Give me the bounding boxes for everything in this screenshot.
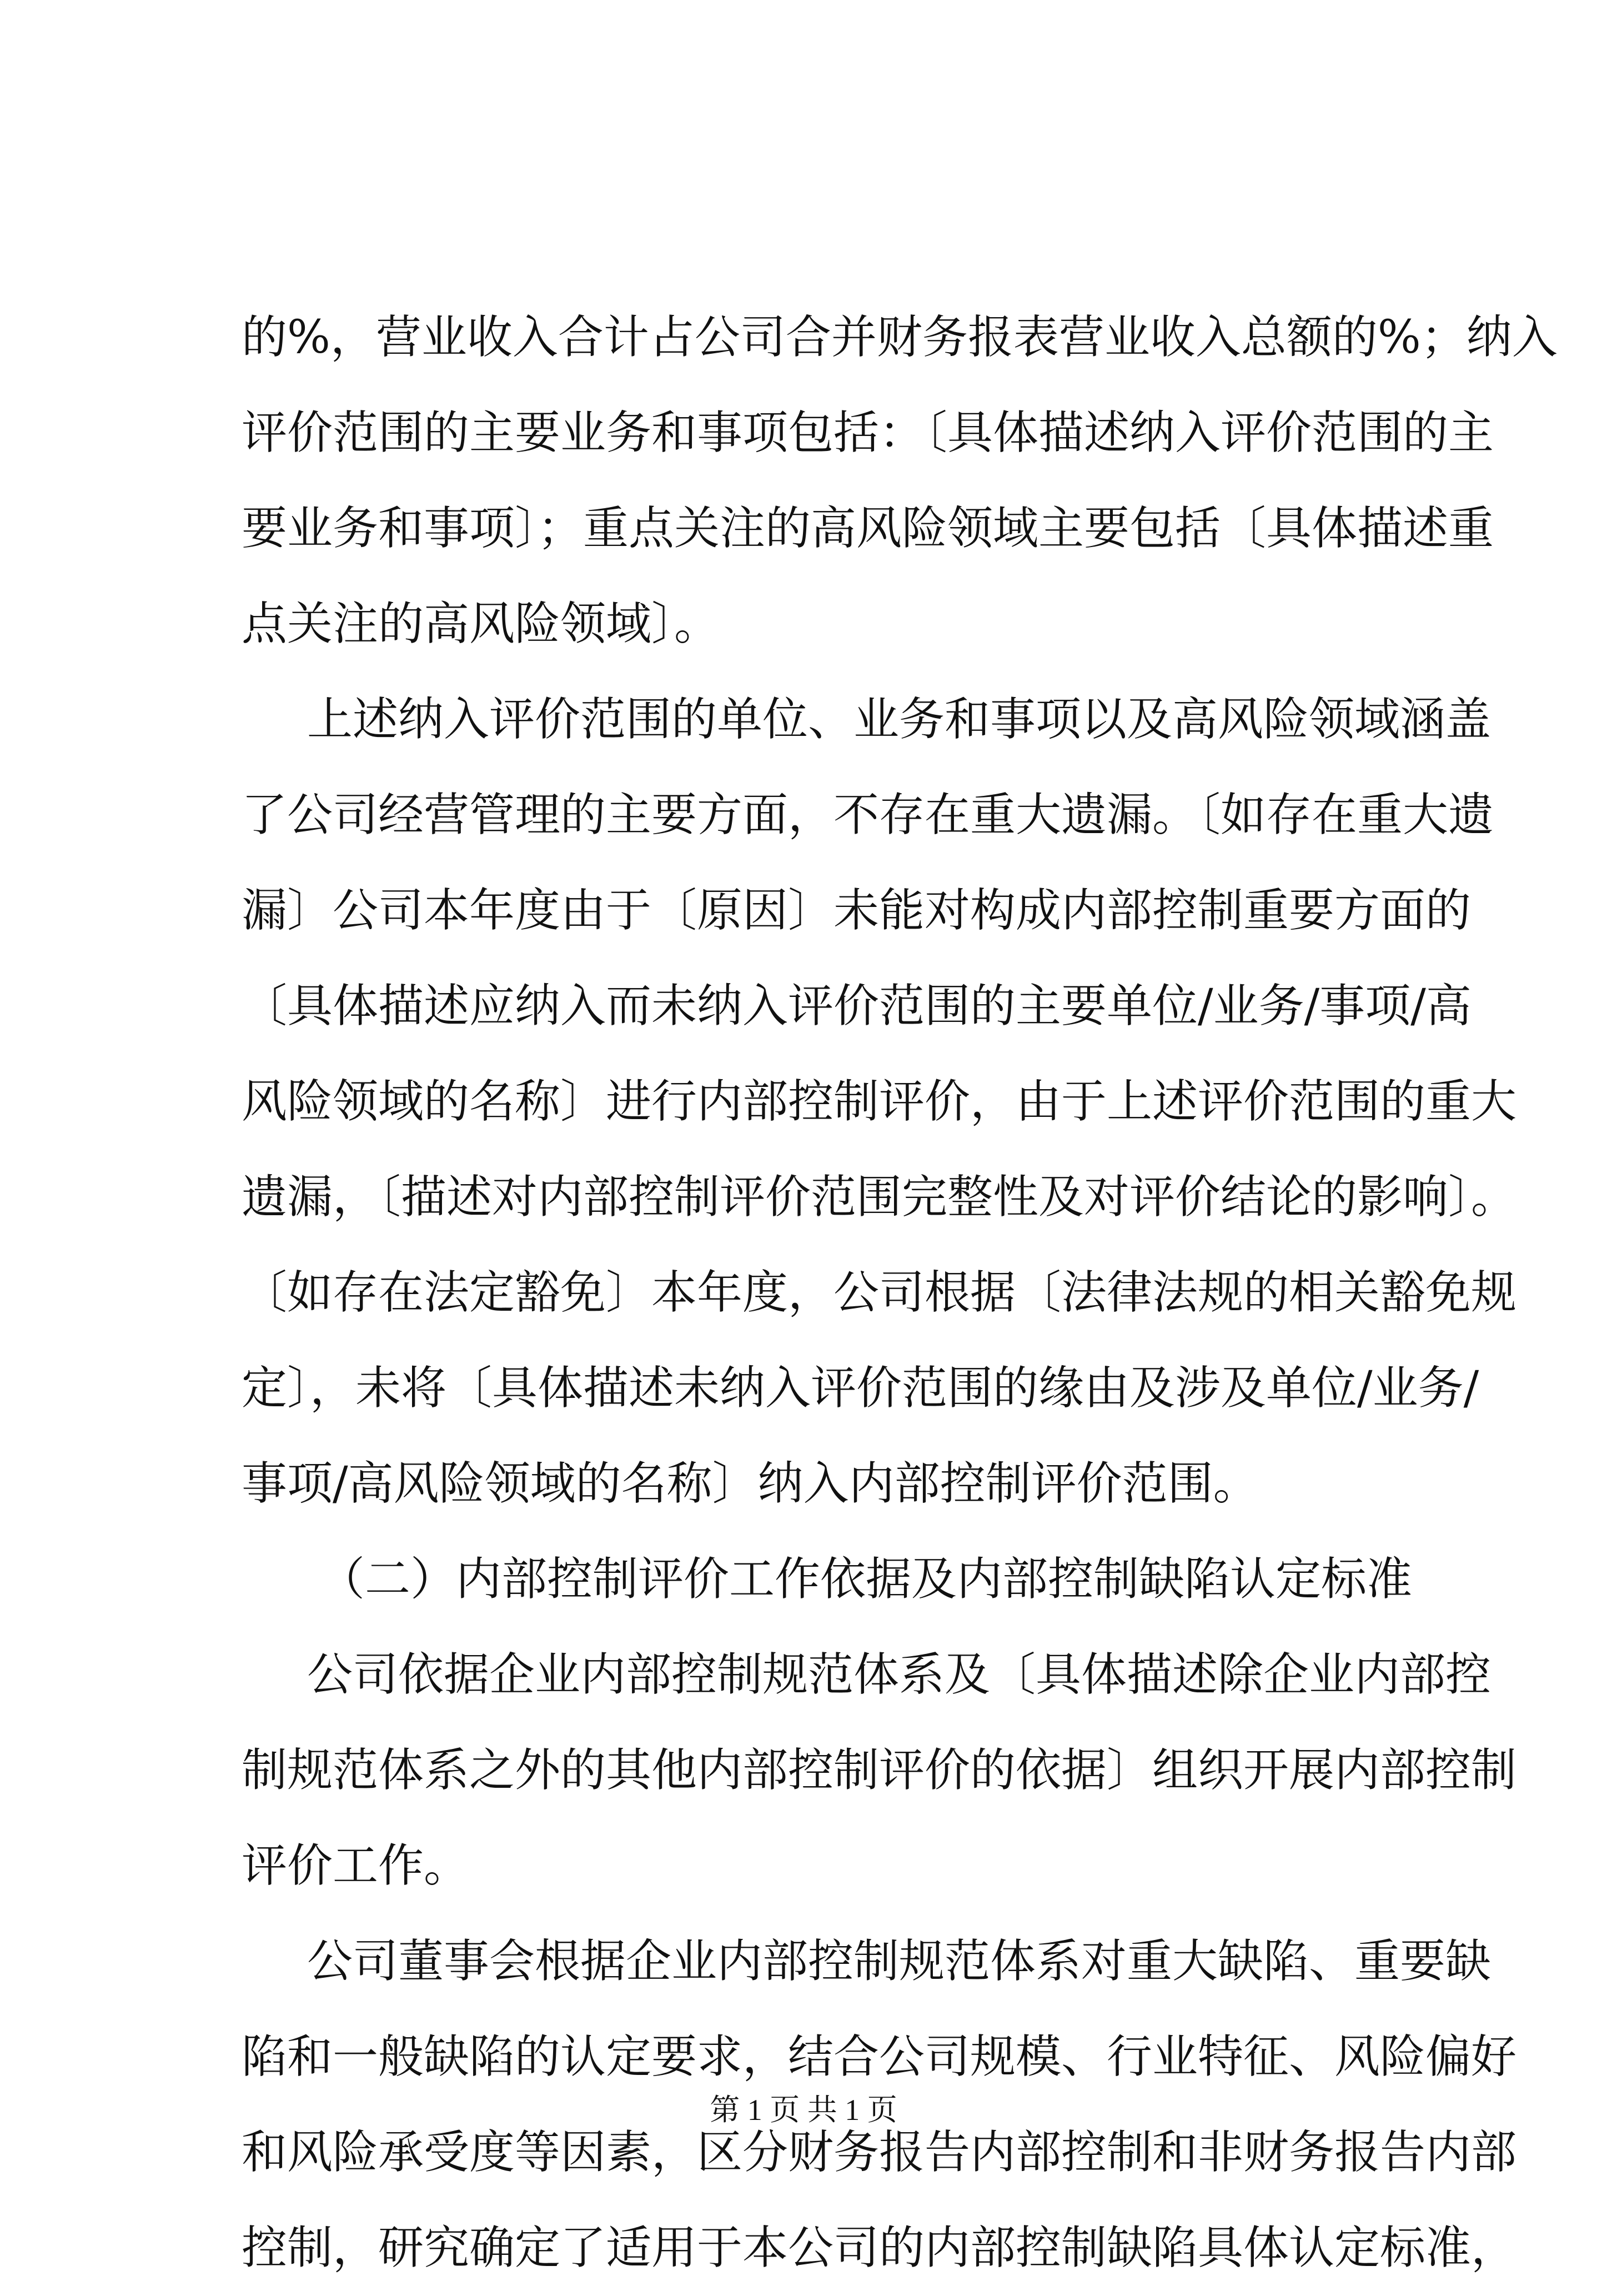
text-line: 风险领域的名称〕进行内部控制评价，由于上述评价范围的重大 (242, 1075, 1517, 1128)
text-line: 点关注的高风险领域〕。 (242, 598, 720, 650)
text-line: 评价范围的主要业务和事项包括：〔具体描述纳入评价范围的主 (242, 407, 1494, 459)
text-line: 控制，研究确定了适用于本公司的内部控制缺陷具体认定标准， (242, 2222, 1517, 2274)
text-line: 要业务和事项〕；重点关注的高风险领域主要包括〔具体描述重 (242, 502, 1494, 555)
page-footer: 第 1 页 共 1 页 (710, 2093, 897, 2127)
text-line: 制规范体系之外的其他内部控制评价的依据〕组织开展内部控制 (242, 1744, 1517, 1797)
text-line: 评价工作。 (242, 1839, 470, 1892)
text-line: 上述纳入评价范围的单位、业务和事项以及高风险领域涵盖 (307, 693, 1492, 746)
text-line: 公司依据企业内部控制规范体系及〔具体描述除企业内部控 (307, 1648, 1492, 1701)
text-line: 公司董事会根据企业内部控制规范体系对重大缺陷、重要缺 (307, 1935, 1492, 1988)
text-line: 定〕，未将〔具体描述未纳入评价范围的缘由及涉及单位/业务/ (242, 1362, 1479, 1415)
text-line: 〔如存在法定豁免〕本年度，公司根据〔法律法规的相关豁免规 (242, 1266, 1517, 1319)
document-body (242, 290, 1558, 2296)
text-line: 遗漏，〔描述对内部控制评价范围完整性及对评价结论的影响〕。 (242, 1171, 1517, 1224)
text-line: 漏〕公司本年度由于〔原因〕未能对构成内部控制重要方面的 (242, 884, 1472, 937)
text-line: 的%，营业收入合计占公司合并财务报表营业收入总额的%；纳入 (242, 311, 1558, 364)
text-line: 陷和一般缺陷的认定要求，结合公司规模、行业特征、风险偏好 (242, 2031, 1517, 2083)
section-heading: （二）内部控制评价工作依据及内部控制缺陷认定标准 (319, 1553, 1413, 1606)
text-line: 事项/高风险领域的名称〕纳入内部控制评价范围。 (242, 1457, 1259, 1510)
text-line: 〔具体描述应纳入而未纳入评价范围的主要单位/业务/事项/高 (242, 980, 1472, 1032)
text-line: 了公司经营管理的主要方面，不存在重大遗漏。〔如存在重大遗 (242, 789, 1494, 841)
text-line: 和风险承受度等因素，区分财务报告内部控制和非财务报告内部 (242, 2126, 1517, 2179)
